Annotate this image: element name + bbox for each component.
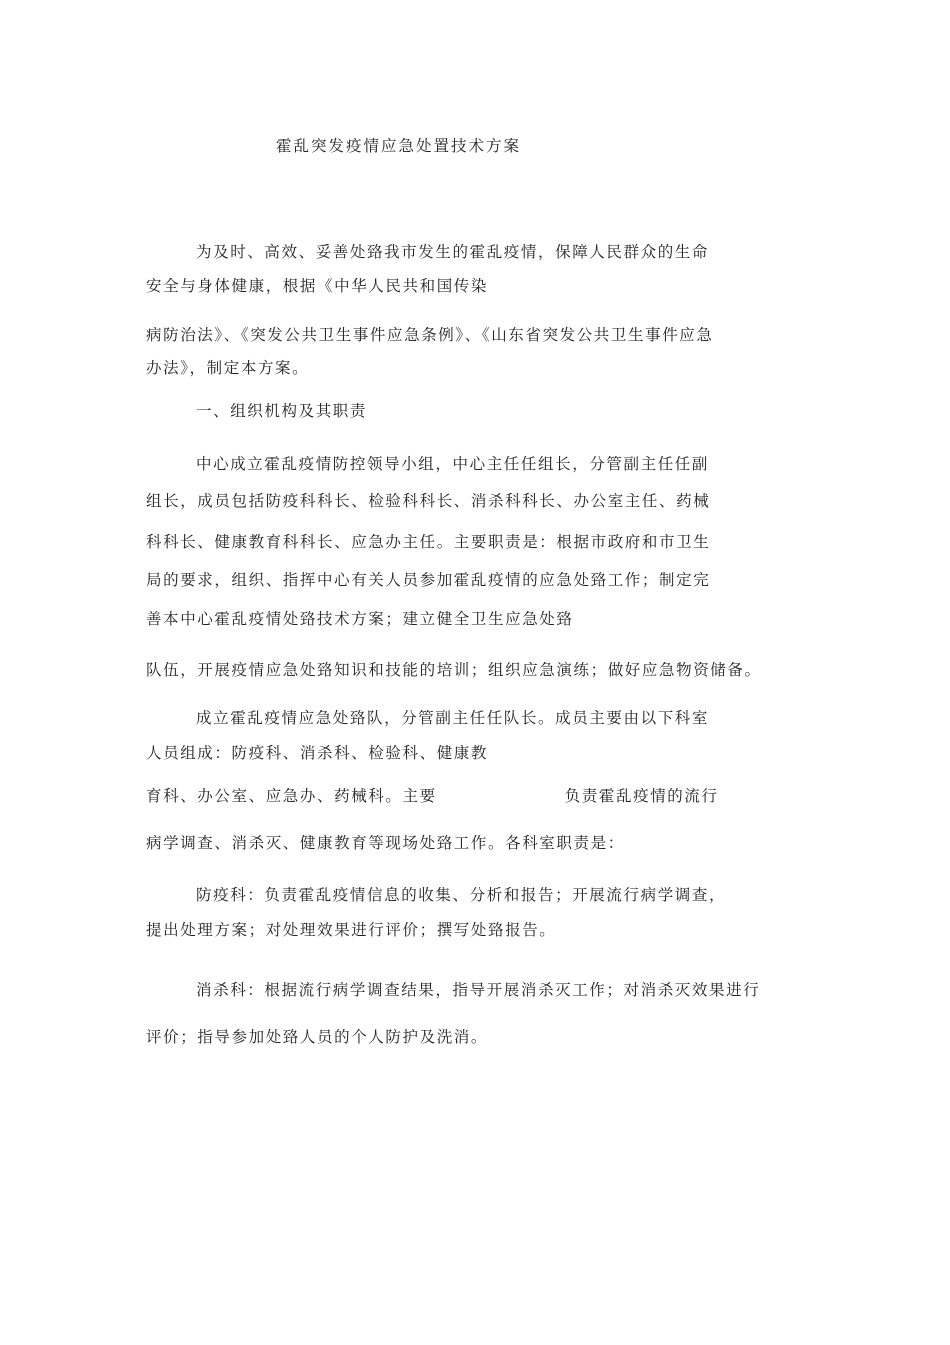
text-segment: 负责霍乱疫情的流行 [564,787,719,805]
text-line: 防疫科：负责霍乱疫情信息的收集、分析和报告；开展流行病学调查， [196,886,727,904]
text-line: 人员组成：防疫科、消杀科、检验科、健康教 [146,744,489,762]
text-line: 科科长、健康教育科科长、应急办主任。主要职责是：根据市政府和市卫生 [146,533,711,551]
text-line: 提出处理方案；对处理效果进行评价；撰写处臵报告。 [146,921,557,939]
text-line: 中心成立霍乱疫情防控领导小组，中心主任任组长，分管副主任任副 [196,455,710,473]
text-line [146,786,719,806]
text-line: 成立霍乱疫情应急处臵队，分管副主任任队长。成员主要由以下科室 [196,709,710,727]
text-segment: 育科、办公室、应急办、药械科。主要 [146,787,437,805]
text-line: 病学调查、消杀灭、健康教育等现场处臵工作。各科室职责是： [146,834,625,852]
text-line: 善本中心霍乱疫情处臵技术方案；建立健全卫生应急处臵 [146,610,574,628]
text-line: 组长，成员包括防疫科科长、检验科科长、消杀科科长、办公室主任、药械 [146,492,711,510]
document-title: 霍乱突发疫情应急处置技术方案 [276,137,522,155]
text-line: 评价；指导参加处臵人员的个人防护及洗消。 [146,1028,489,1046]
text-line: 为及时、高效、妥善处臵我市发生的霍乱疫情，保障人民群众的生命 [196,243,710,261]
text-line: 队伍，开展疫情应急处臵知识和技能的培训；组织应急演练；做好应急物资储备。 [146,661,762,679]
text-line: 局的要求，组织、指挥中心有关人员参加霍乱疫情的应急处臵工作；制定完 [146,571,711,589]
text-line: 安全与身体健康，根据《中华人民共和国传染 [146,277,489,295]
text-line: 消杀科：根据流行病学调查结果，指导开展消杀灭工作；对消杀灭效果进行 [196,981,761,999]
section-heading: 一、组织机构及其职责 [196,402,368,420]
text-line: 办法》，制定本方案。 [146,359,310,377]
text-line: 病防治法》、《突发公共卫生事件应急条例》、《山东省突发公共卫生事件应急 [146,326,714,344]
